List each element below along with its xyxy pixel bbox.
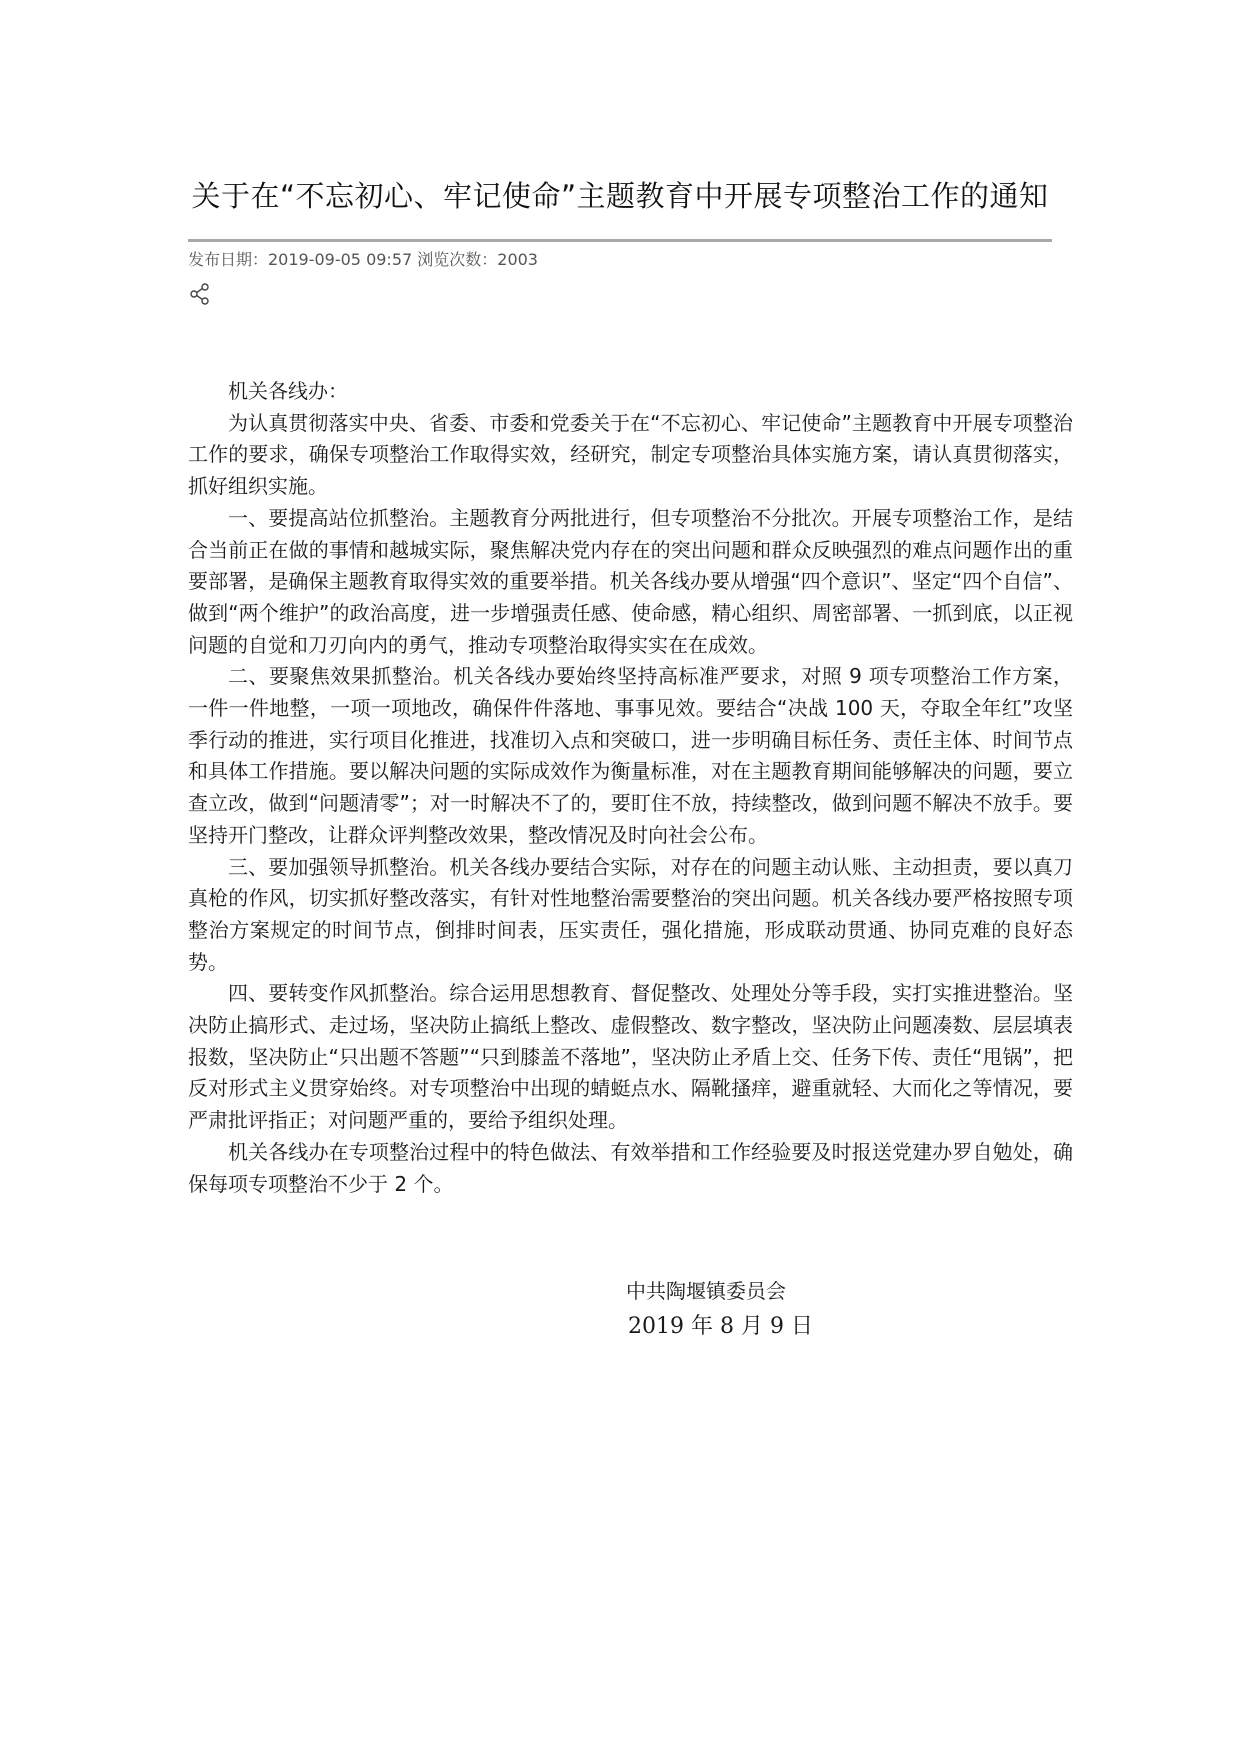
share-icon[interactable] (188, 282, 212, 306)
closing-paragraph: 机关各线办在专项整治过程中的特色做法、有效举措和工作经验要及时报送党建办罗自勉处，确保每项专项整治不少于 2 个。 (188, 1139, 1073, 1196)
article-body (188, 376, 1073, 1200)
section-two-paragraph: 二、要聚焦效果抓整治。机关各线办要始终坚持高标准严要求，对照 9 项专项整治工作方案，一件一件地整，一项一项地改，确保件件落地、事事见效。要结合“决战 100 天，夺取全年红”攻坚季行动的推进，实行项目化推进，找准切入点和突破口，进一步明确目标任务、责任主体、时间节点和具体工作措施。要以解决问题的实际成效作为衡量标准，对在主题教育期间能够解决的问题，要立查立改，做到“问题清零”；对一时解决不了的，要盯住不放，持续整改，做到问题不解决不放手。要坚持开门整改，让群众评判整改效果，整改情况及时向社会公布。 (188, 664, 1073, 847)
article-title: 关于在“不忘初心、牢记使命”主题教育中开展专项整治工作的通知 (191, 179, 1049, 213)
section-four-paragraph: 四、要转变作风抓整治。综合运用思想教育、督促整改、处理处分等手段，实打实推进整治。坚决防止搞形式、走过场，坚决防止搞纸上整改、虚假整改、数字整改，坚决防止问题凑数、层层填表报数，坚决防止“只出题不答题”“只到膝盖不落地”，坚决防止矛盾上交、任务下传、责任“甩锅”，把反对形式主义贯穿始终。对专项整治中出现的蜻蜓点水、隔靴搔痒，避重就轻、大而化之等情况，要严肃批评指正；对问题严重的，要给予组织处理。 (188, 981, 1073, 1133)
title-divider (188, 239, 1052, 242)
intro-paragraph: 为认真贯彻落实中央、省委、市委和党委关于在“不忘初心、牢记使命”主题教育中开展专项整治工作的要求，确保专项整治工作取得实效，经研究，制定专项整治具体实施方案，请认真贯彻落实，抓好组织实施。 (188, 410, 1073, 499)
section-three-paragraph: 三、要加强领导抓整治。机关各线办要结合实际，对存在的问题主动认账、主动担责，要以真刀真枪的作风，切实抓好整改落实，有针对性地整治需要整治的突出问题。机关各线办要严格按照专项整治方案规定的时间节点，倒排时间表，压实责任，强化措施，形成联动贯通、协同克难的良好态势。 (188, 854, 1073, 974)
issue-date: 2019 年 8 月 9 日 (628, 1314, 813, 1339)
section-one-paragraph: 一、要提高站位抓整治。主题教育分两批进行，但专项整治不分批次。开展专项整治工作，是结合当前正在做的事情和越城实际，聚焦解决党内存在的突出问题和群众反映强烈的难点问题作出的重要部署，是确保主题教育取得实效的重要举措。机关各线办要从增强“四个意识”、坚定“四个自信”、做到“两个维护”的政治高度，进一步增强责任感、使命感，精心组织、周密部署、一抓到底，以正视问题的自觉和刀刃向内的勇气，推动专项整治取得实实在在成效。 (188, 505, 1073, 657)
issuer-signature: 中共陶堰镇委员会 (626, 1279, 786, 1303)
salutation: 机关各线办： (228, 379, 348, 403)
share-icon-graphic (188, 282, 212, 306)
article-meta: 发布日期：2019-09-05 09:57 浏览次数：2003 (188, 250, 538, 269)
